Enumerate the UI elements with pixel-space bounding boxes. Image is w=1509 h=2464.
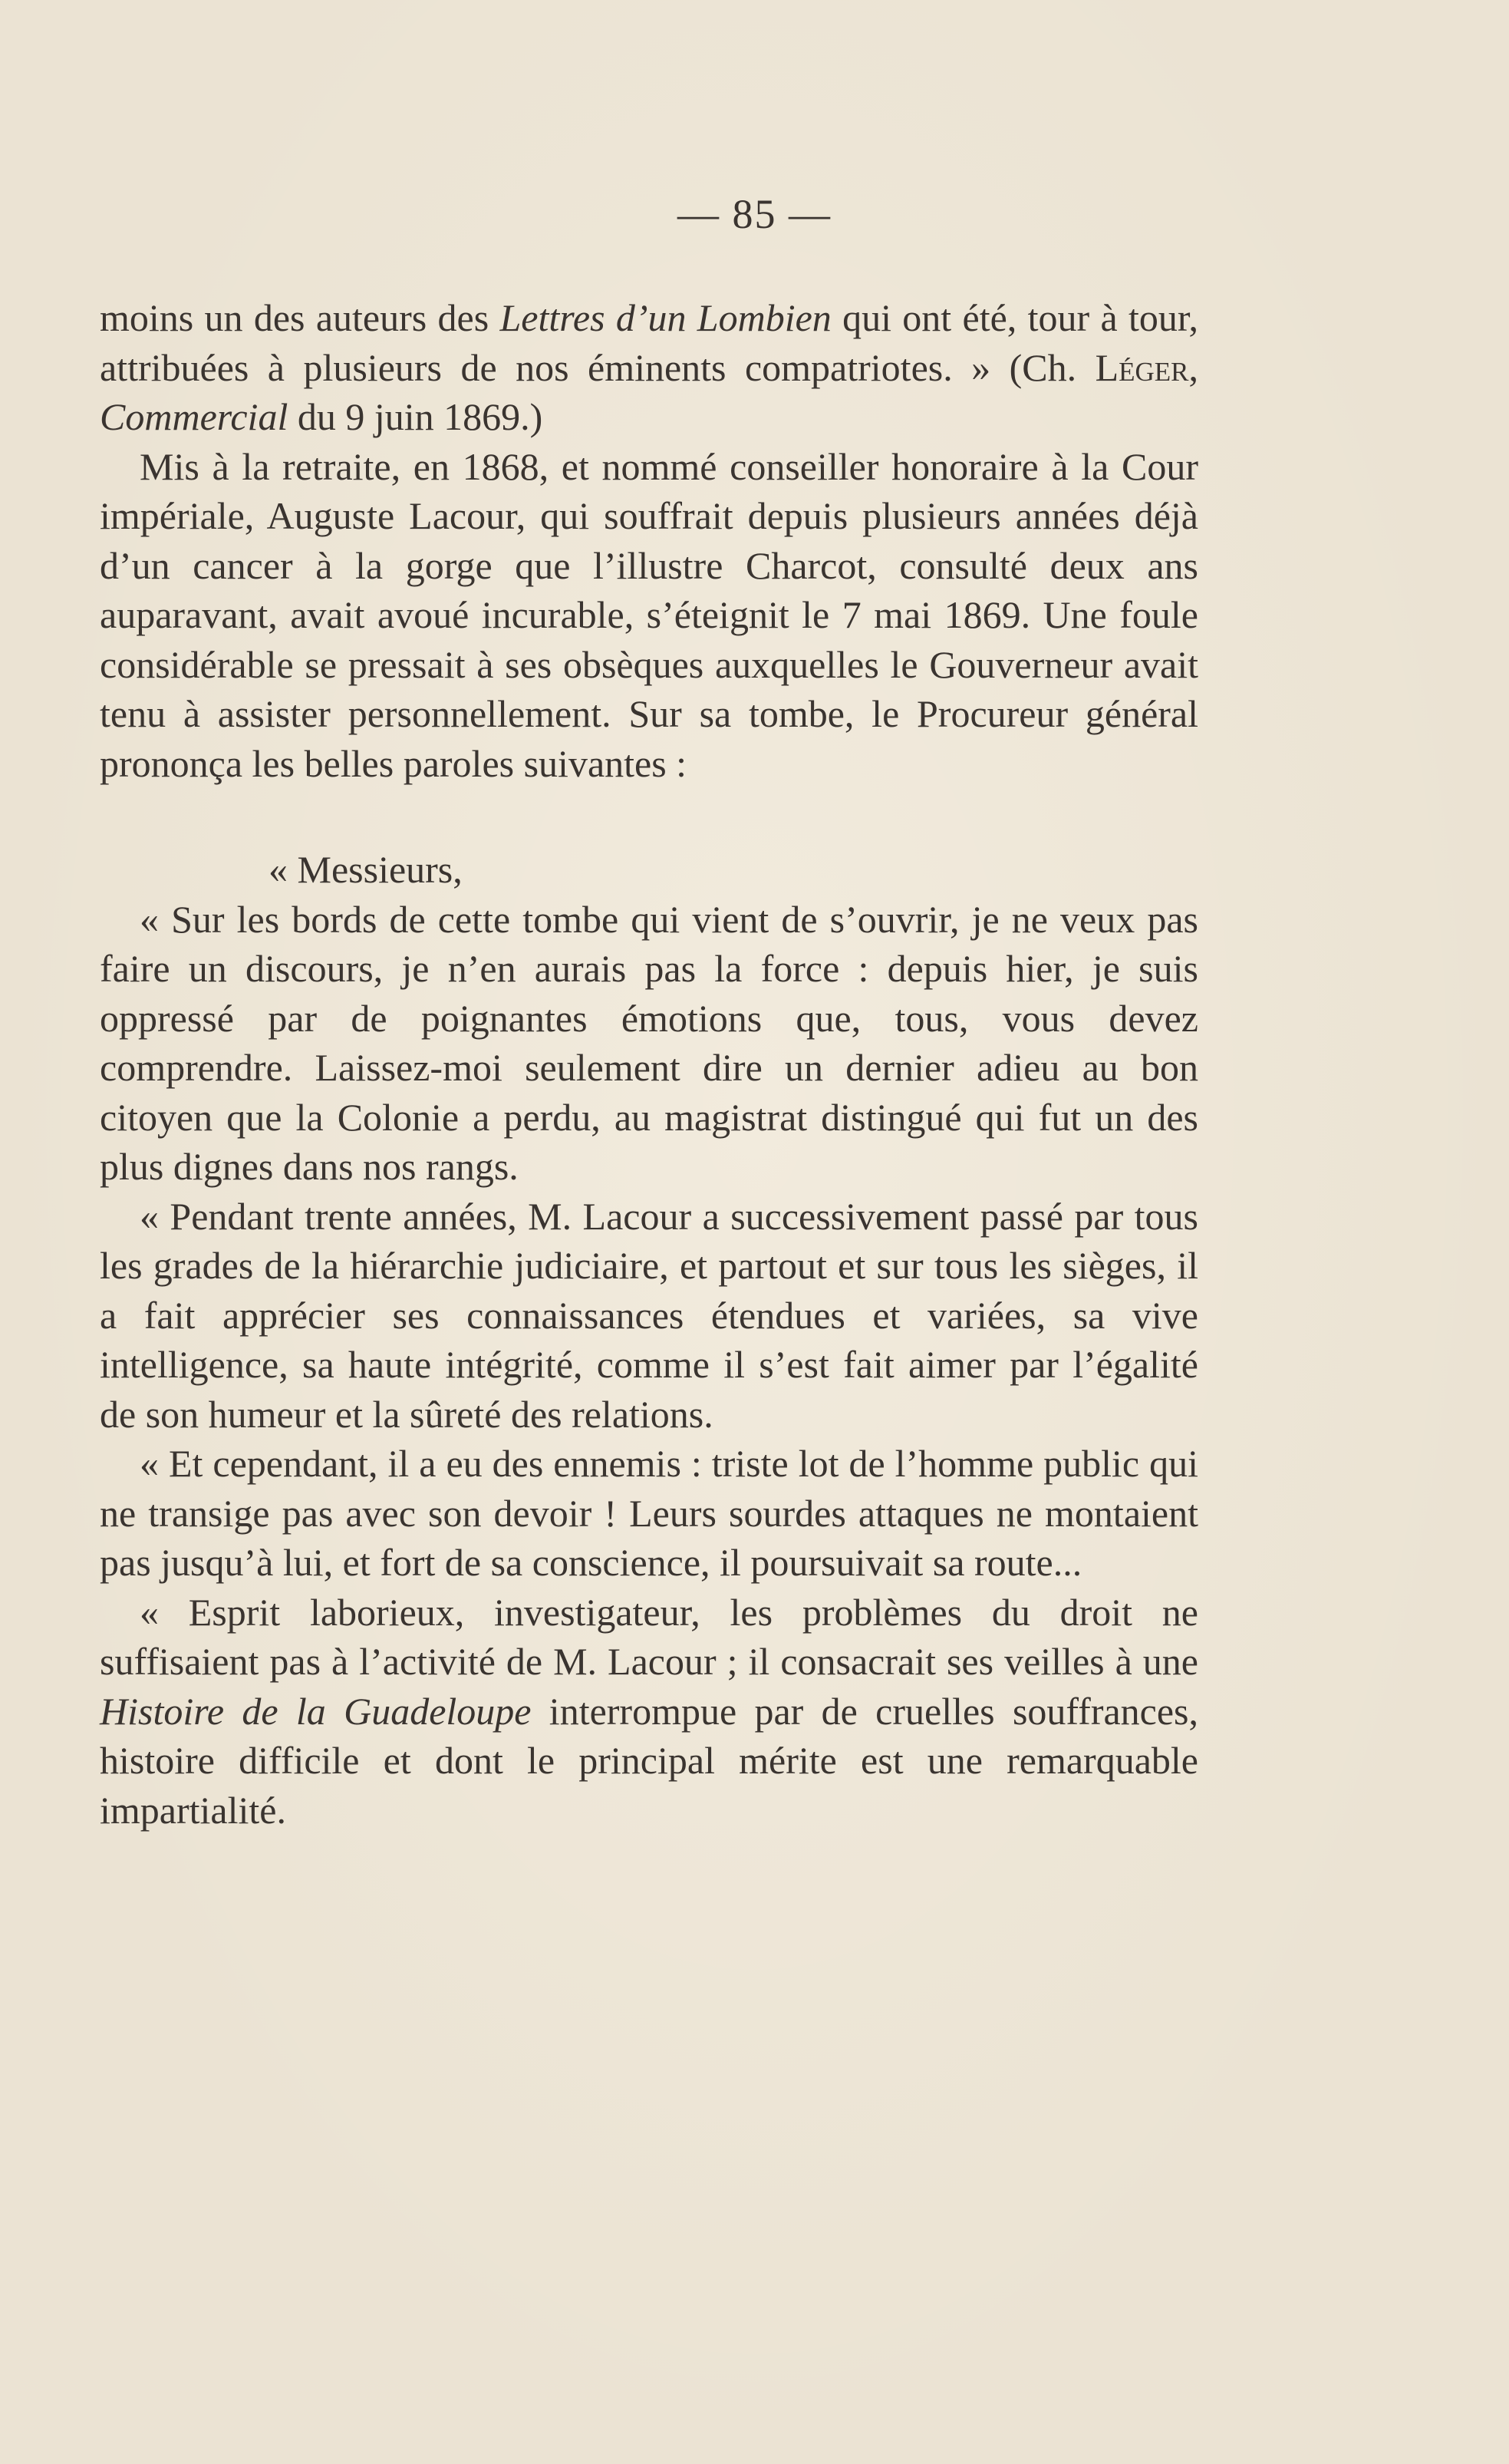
section-gap xyxy=(100,788,1198,845)
book-title-italic: Lettres d’un Lombien xyxy=(499,296,832,339)
history-title-italic: Histoire de la Guadeloupe xyxy=(100,1689,532,1733)
speech-paragraph-2: « Pendant trente années, M. Lacour a successivement passé par tous les grades de la hiérarchie judiciaire, et partout et sur tous les sièges, il a fait apprécier ses connaissances étendues et variées, sa vive intelligence, sa haute intégrité, comme il s’est fait aimer par l’égalité de son humeur et la sûreté des relations. xyxy=(100,1194,1198,1436)
author-name-smallcaps: Léger xyxy=(1095,345,1189,389)
text-run: du 9 juin 1869.) xyxy=(288,395,543,438)
text-run: , xyxy=(1188,345,1198,389)
page-number: — 85 — xyxy=(677,191,832,237)
text-run: qui ont été, tour à tour, attribuées à plusieurs de nos éminents compatriotes. » (Ch. xyxy=(100,296,1198,389)
speech-salutation: « Messieurs, xyxy=(269,848,463,891)
body-text xyxy=(100,293,1198,1835)
speech-paragraph-3: « Et cependant, il a eu des ennemis : triste lot de l’homme public qui ne transige pas avec son devoir ! Leurs sourdes attaques ne montaient pas jusqu’à lui, et fort de sa conscience, il poursuivait sa route... xyxy=(100,1442,1198,1584)
speech-paragraph-4 xyxy=(100,1588,1198,1836)
text-run: « Esprit laborieux, investigateur, les problèmes du droit ne suffisaient pas à l’activité de M. Lacour ; il consacrait ses veilles à une xyxy=(100,1590,1198,1683)
newspaper-title-italic: Commercial xyxy=(100,395,288,438)
text-run: moins un des auteurs des xyxy=(100,296,500,339)
paragraph-retirement: Mis à la retraite, en 1868, et nommé conseiller honoraire à la Cour impériale, Auguste Lacour, qui souffrait depuis plusieurs années déjà d’un cancer à la gorge que l’illustre Charcot, consulté deux ans auparavant, avait avoué incurable, s’éteignit le 7 mai 1869. Une foule considérable se pressait à ses obsèques auxquelles le Gouverneur avait tenu à assister personnellement. Sur sa tombe, le Procureur général prononça les belles paroles suivantes : xyxy=(100,444,1198,785)
paragraph-continuation xyxy=(100,293,1198,442)
speech-paragraph-1: « Sur les bords de cette tombe qui vient de s’ouvrir, je ne veux pas faire un discours, je n’en aurais pas la force : depuis hier, je suis oppressé par de poignantes émotions que, tous, vous devez comprendre. Laissez-moi seulement dire un dernier adieu au bon citoyen que la Colonie a perdu, au magistrat distingué qui fut un des plus dignes dans nos rangs. xyxy=(100,897,1198,1188)
text-run: interrompue par de cruelles souffrances, histoire difficile et dont le principal mérite est une remarquable impartialité. xyxy=(100,1689,1199,1832)
